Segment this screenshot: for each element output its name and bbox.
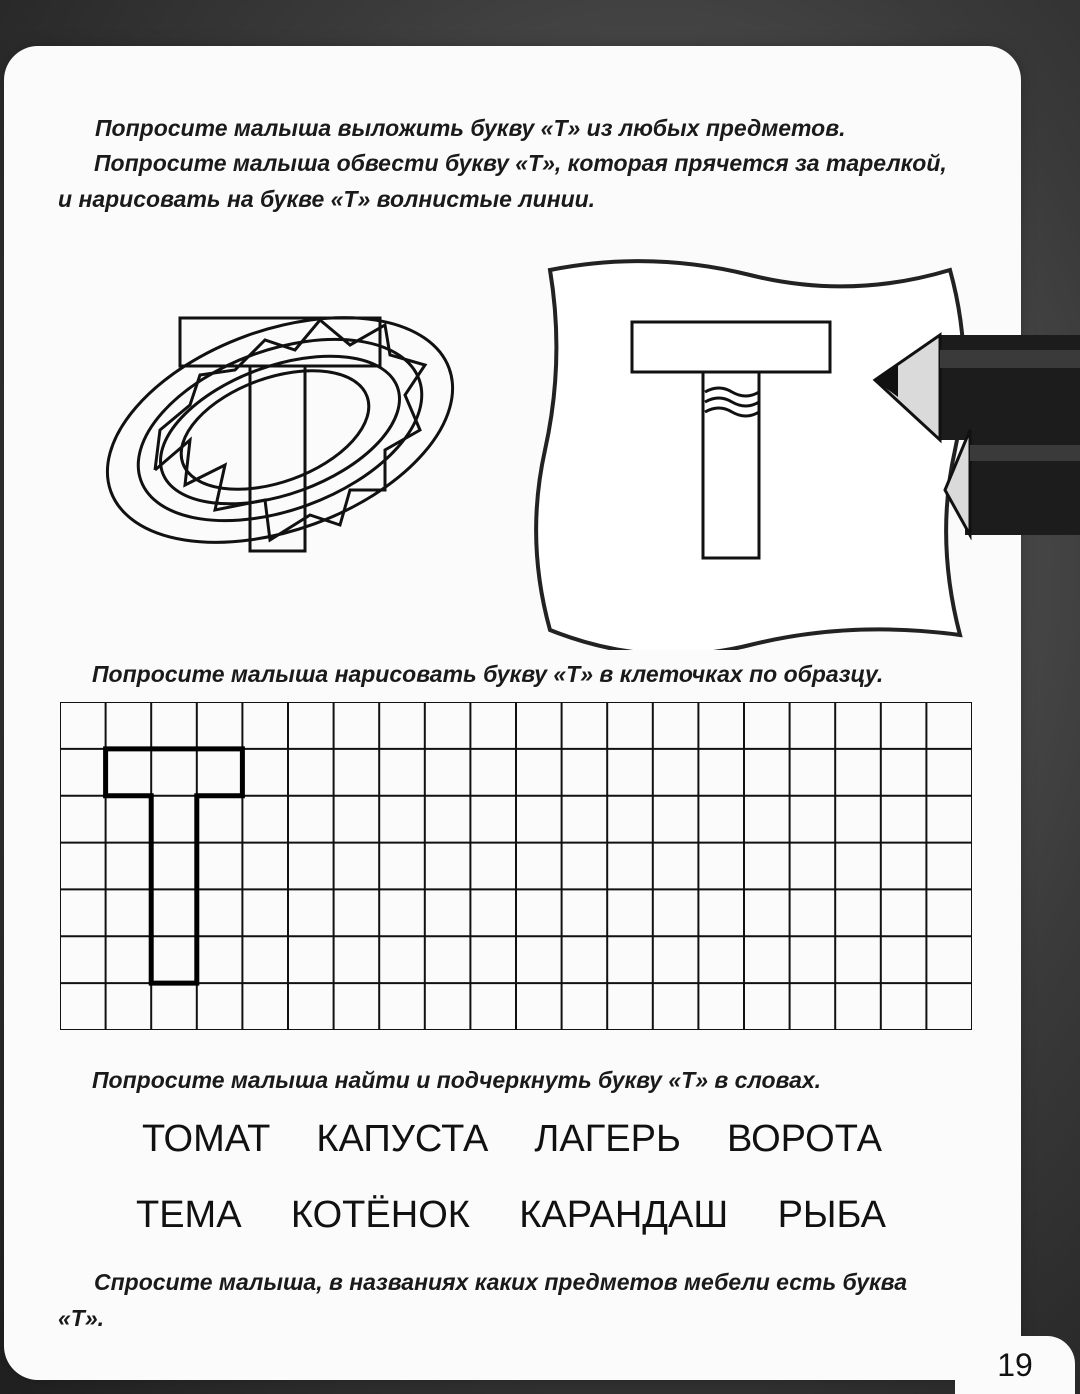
instruction-draw-in-grid: Попросите малыша нарисовать букву «Т» в клеточках по образцу. bbox=[92, 661, 884, 687]
page-number: 19 bbox=[955, 1336, 1075, 1394]
word-item: КАРАНДАШ bbox=[519, 1194, 729, 1236]
word-item: ТОМАТ bbox=[142, 1118, 271, 1160]
word-item: ВОРОТА bbox=[726, 1118, 882, 1160]
instruction-find-letter: Попросите малыша найти и подчеркнуть букву «Т» в словах. bbox=[92, 1067, 822, 1093]
plate-illustration bbox=[95, 300, 465, 560]
word-item: РЫБА bbox=[777, 1194, 886, 1236]
word-item: ТЕМА bbox=[136, 1194, 242, 1236]
word-item: ЛАГЕРЬ bbox=[534, 1118, 681, 1160]
instruction-lay-out-letter: Попросите малыша выложить букву «Т» из любых предметов. bbox=[95, 115, 846, 141]
word-row-2 bbox=[136, 1194, 886, 1237]
instruction-trace-letter: Попросите малыша обвести букву «Т», которая прячется за тарелкой, и нарисовать на букве «Т» волнистые линии. bbox=[58, 150, 947, 212]
word-item: КАПУСТА bbox=[316, 1118, 489, 1160]
word-item: КОТЁНОК bbox=[290, 1194, 470, 1236]
sample-letter-t bbox=[106, 749, 243, 983]
word-row-1 bbox=[142, 1118, 882, 1161]
pencils-icon bbox=[870, 320, 1080, 540]
instruction-furniture-question: Спросите малыша, в названиях каких предметов мебели есть буква «Т». bbox=[58, 1269, 908, 1331]
drawing-grid bbox=[60, 702, 972, 1030]
